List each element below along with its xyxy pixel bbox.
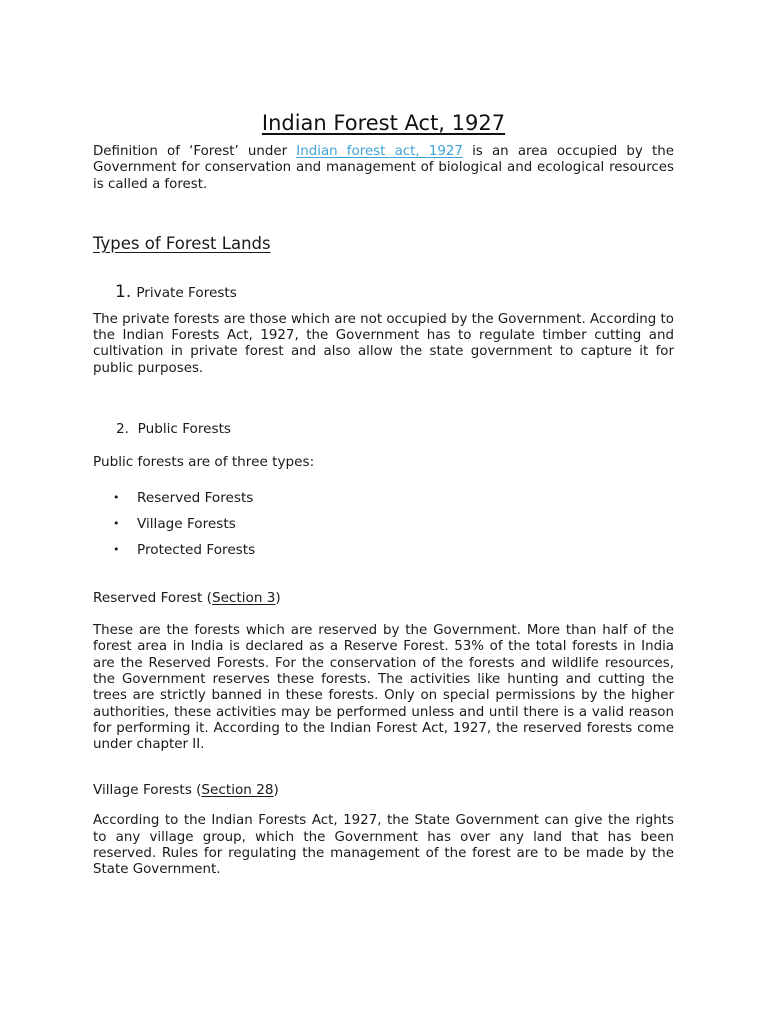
forest-act-link[interactable]: Indian forest act, 1927 bbox=[296, 144, 463, 159]
reserved-forest-heading: Reserved Forest (Section 3) bbox=[93, 590, 281, 607]
page-title: Indian Forest Act, 1927 bbox=[261, 111, 506, 135]
intro-paragraph bbox=[93, 144, 674, 193]
bullet-icon: • bbox=[113, 491, 120, 505]
section-3-link[interactable]: Section 3 bbox=[211, 590, 276, 607]
intro-text-before: Definition of ‘Forest’ under bbox=[93, 144, 297, 159]
document-body bbox=[93, 108, 674, 879]
village-forests-paragraph: According to the Indian Forests Act, 1927, the State Government can give the rights to any village group, which the Government has over any land that has been reserved. Rules for regulating the management of the forest are to be made by the State Government. bbox=[93, 813, 674, 878]
list-item: • Reserved Forests bbox=[93, 485, 674, 511]
public-forest-types-list bbox=[93, 485, 674, 563]
list-item: • Village Forests bbox=[93, 511, 674, 537]
list-item-public bbox=[116, 419, 674, 439]
village-forests-heading: Village Forests (Section 28) bbox=[93, 782, 279, 799]
section-28-link[interactable]: Section 28 bbox=[201, 782, 274, 799]
private-forests-paragraph: The private forests are those which are not occupied by the Government. According to the Indian Forests Act, 1927, the Government has to regulate timber cutting and cultivation in private forest and also allow the state government to capture it for public purposes. bbox=[93, 311, 674, 376]
item-label-private: Private Forests bbox=[136, 284, 237, 301]
bullet-icon: • bbox=[113, 543, 120, 557]
bullet-icon: • bbox=[113, 517, 120, 531]
list-item: • Protected Forests bbox=[93, 537, 674, 563]
list-item-private bbox=[115, 281, 674, 304]
public-forests-intro: Public forests are of three types: bbox=[93, 454, 315, 471]
item-label-public: Public Forests bbox=[137, 421, 231, 438]
intro-text-after: is an area occupied by the Government for conservation and management of biological and ecological resources is called a forest. bbox=[93, 144, 674, 192]
item-number-2: 2. bbox=[116, 421, 129, 438]
item-number-1: 1. bbox=[115, 281, 132, 302]
reserved-forest-paragraph: These are the forests which are reserved by the Government. More than half of the forest area in India is declared as a Reserve Forest. 53% of the total forests in India are the Reserved Forests. For the conservation of the forests and wildlife resources, the Government reserves these forests. The activities like hunting and cutting the trees are strictly banned in these forests. Only on special permissions by the higher authorities, these activities may be performed unless and until there is a valid reason for performing it. According to the Indian Forest Act, 1927, the reserved forests come under chapter II. bbox=[93, 623, 674, 753]
types-heading: Types of Forest Lands bbox=[93, 233, 271, 253]
